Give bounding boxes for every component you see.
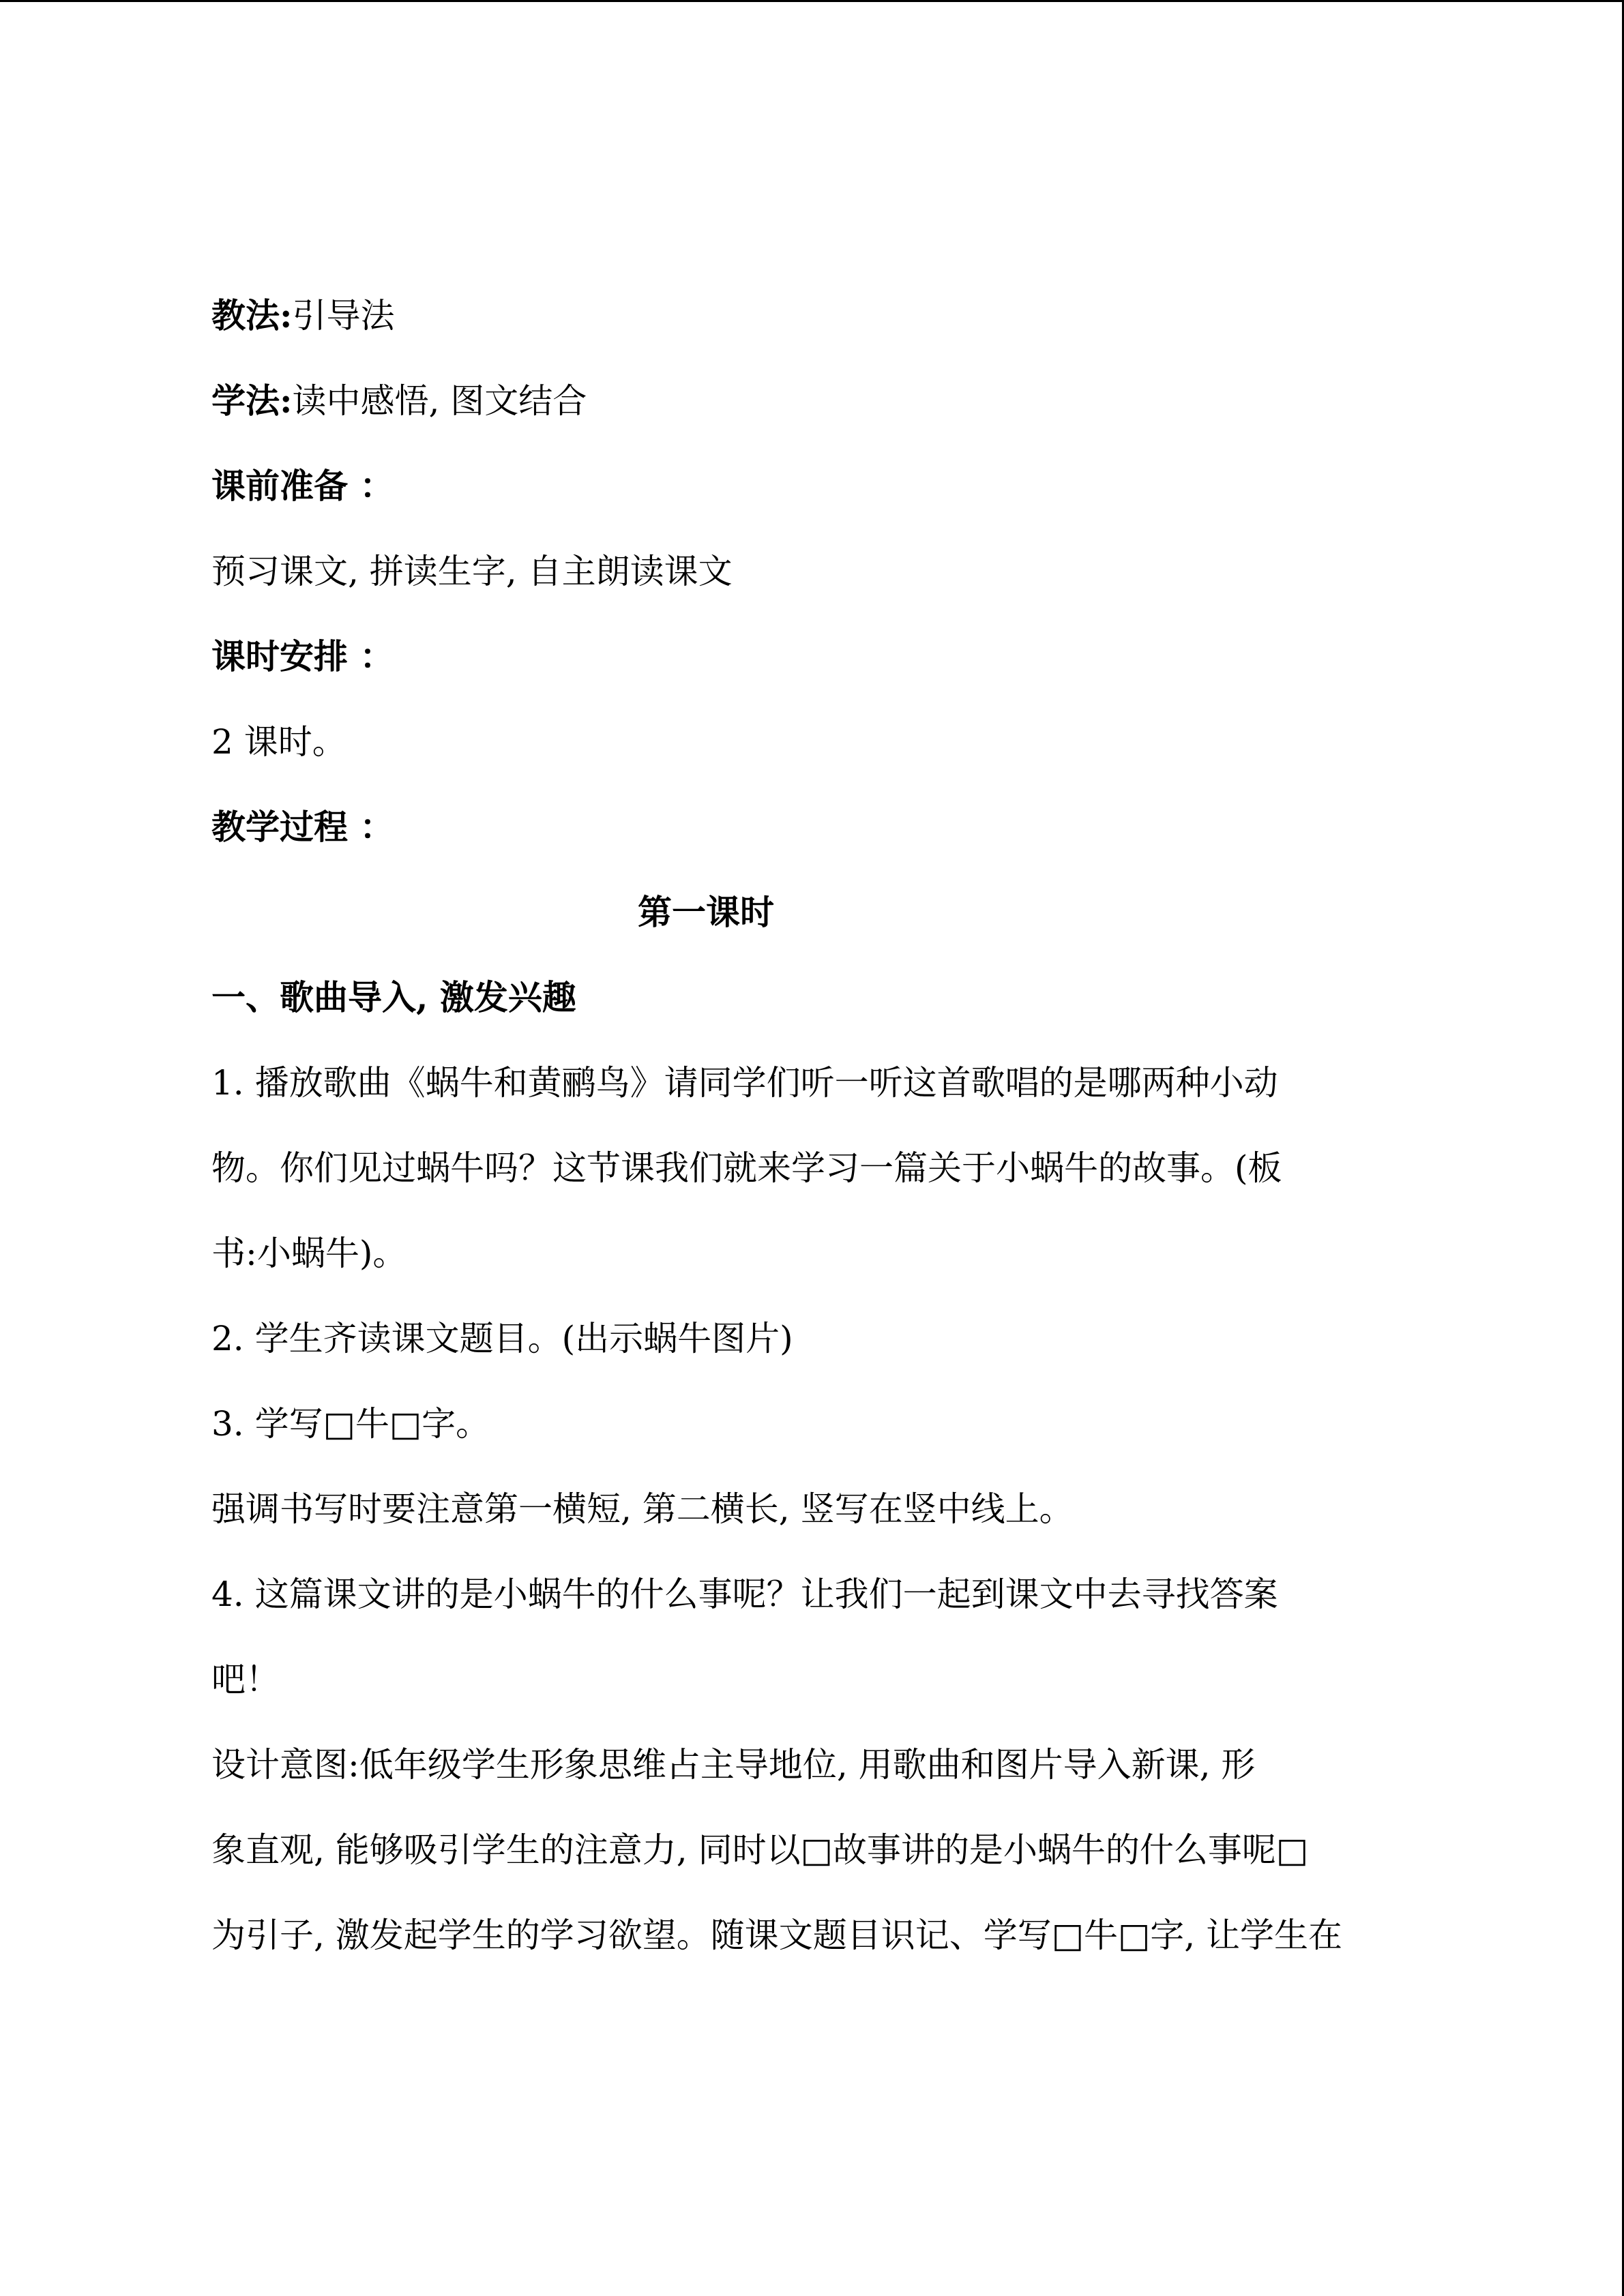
teaching-method-label: 教法: [211, 295, 293, 336]
learning-method-line [211, 381, 1412, 421]
item3-note: 强调书写时要注意第一横短, 第二横长, 竖写在竖中线上。 [211, 1489, 1074, 1529]
schedule-heading: 课时安排 ： [211, 636, 394, 676]
design-intent-line-2: 象直观, 能够吸引学生的注意力, 同时以□故事讲的是小蜗牛的什么事呢□ [211, 1830, 1309, 1870]
teaching-method-line [211, 295, 1412, 336]
section1-heading: 一、歌曲导入, 激发兴趣 [211, 977, 576, 1017]
prep-heading: 课前准备 ： [211, 466, 394, 506]
document-body [211, 295, 1412, 1956]
item1-line-2: 物。你们见过蜗牛吗？这节课我们就来学习一篇关于小蜗牛的故事。(板 [211, 1148, 1282, 1188]
item3: 3. 学写□牛□字。 [211, 1404, 490, 1444]
design-intent-line-3: 为引子, 激发起学生的学习欲望。随课文题目识记、学写□牛□字, 让学生在 [211, 1915, 1343, 1955]
item2: 2. 学生齐读课文题目。(出示蜗牛图片) [211, 1319, 793, 1358]
item1-line-3: 书:小蜗牛)。 [211, 1234, 407, 1273]
lesson-title: 第一课时 [638, 892, 774, 932]
learning-method-label: 学法: [211, 381, 293, 421]
prep-content: 预习课文, 拼读生字, 自主朗读课文 [211, 552, 733, 591]
learning-method-value: 读中感悟, 图文结合 [292, 381, 587, 421]
design-intent-line-1: 设计意图:低年级学生形象思维占主导地位, 用歌曲和图片导入新课, 形 [211, 1745, 1256, 1785]
item4-line-1: 4. 这篇课文讲的是小蜗牛的什么事呢？让我们一起到课文中去寻找答案 [211, 1575, 1278, 1614]
schedule-content: 2 课时。 [211, 722, 346, 762]
process-heading: 教学过程 ： [211, 807, 394, 847]
item4-line-2: 吧！ [211, 1660, 280, 1699]
teaching-method-value: 引导法 [292, 296, 395, 336]
item1-line-1: 1. 播放歌曲《蜗牛和黄鹂鸟》请同学们听一听这首歌唱的是哪两种小动 [211, 1063, 1278, 1103]
